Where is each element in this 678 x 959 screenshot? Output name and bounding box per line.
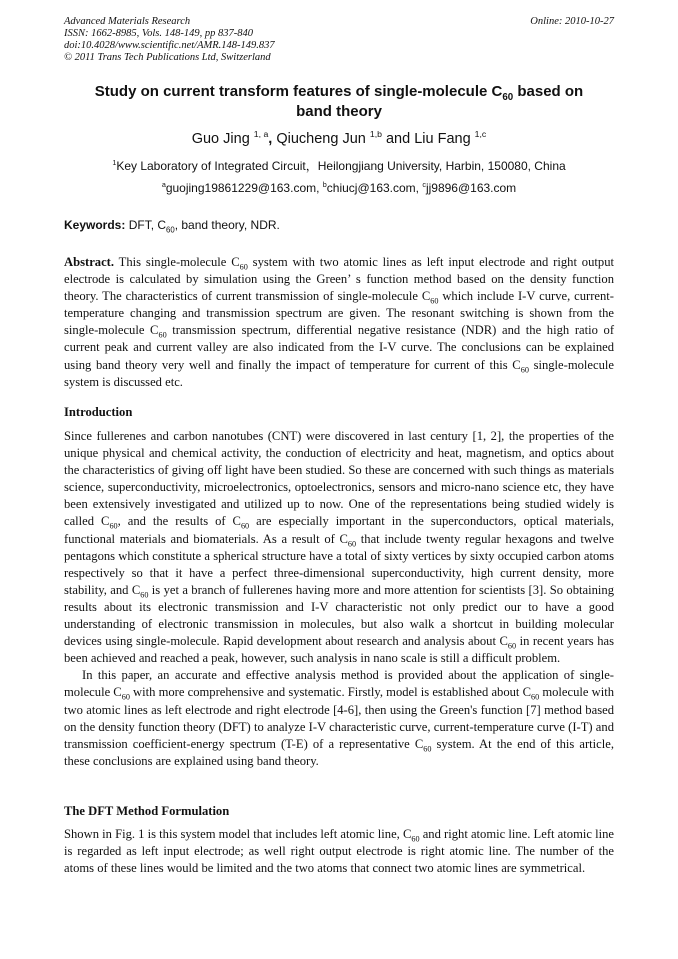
affiliation: $^1$Key Laboratory of Integrated Circuit，Heilongjiang University, Harbin, 150080, China [112, 158, 566, 173]
author-list: Guo Jing $^{1, a}$, Qiucheng Jun $^{1,b}$ and Liu Fang $^{1,c}$ [191, 129, 487, 147]
section-heading-introduction: Introduction [64, 405, 133, 419]
journal-copyright: © 2011 Trans Tech Publications Ltd, Switzerland [64, 52, 271, 63]
journal-name: Advanced Materials Research [64, 16, 191, 27]
introduction-body [64, 428, 614, 770]
online-date: Online: 2010-10-27 [530, 16, 614, 27]
abstract: Abstract. This single-molecule $C_{60}$ system with two atomic lines as left input electrode and right output electrode is calculated by simulation using the Green’ s function method based on the density function theory. The characteristics of current transmission of single-molecule $C_{60}$ which include I-V curve, current-temperature changing and transmission spectrum are given. The resonant switching is shown from the single-molecule $C_{60}$ transmission spectrum, differential negative resistance (NDR) and the high ratio of current peak and current valley are also indicated from the I-V curve. The conclusions can be explained using band theory very well and finally the impact of temperature for current of this $C_{60}$ single-molecule system is discussed etc. [64, 255, 615, 389]
journal-doi: doi:10.4028/www.scientific.net/AMR.148-149.837 [64, 40, 275, 51]
author-emails: $^a$guojing19861229@163.com, $^b$chiucj@163.com, $^c$jj9896@163.com [161, 180, 517, 195]
email-link: jj9896@163.com [425, 181, 517, 195]
keywords: Keywords: DFT, $C_{60}$, band theory, NDR. [64, 218, 280, 235]
email-link: chiucj@163.com, [326, 181, 423, 195]
paper-title: Study on current transform features of single-molecule $C_{60}$ based on band theory [94, 83, 584, 120]
author-name: Liu Fang [414, 131, 475, 147]
paragraph: Since fullerenes and carbon nanotubes (CNT) were discovered in last century [1, 2], the properties of the unique physical and chemical activity, the conduction of electricity and heat, magnetism, and optics about the characteristics of giving off light have been studied. So these are concerned with such things as materials science, superconductivity, microelectronics, optoelectronics, sensors and micro-nano science etc, they have been extensively investigated and utilized up to now. One of the representations being studied widely is called $C_{60}$, and the results of $C_{60}$ are especially important in the superconductors, optical materials, functional materials and biomaterials. As a result of $C_{60}$ that include twenty regular hexagons and twelve pentagons which constitute a spherical structure have a total of sixty vertices by sixty occupied carbon atoms respectively so that it have a perfect three-dimensional superconductivity, high current density, more stability, and $C_{60}$ is yet a branch of fullerenes having more and more attention for scientists [3]. So obtaining results about its electronic transmission and I-V characteristic not only predict our to have a good understanding of electronic transmission in molecules, but also walk a shortcut in building molecular devices using single-molecule. Rapid development about research and analysis about $C_{60}$ in recent years has been achieved and reached a peak, however, such analysis in nano scale is still a difficult problem. [64, 429, 615, 666]
section-heading-dft: The DFT Method Formulation [64, 804, 230, 818]
journal-header [64, 16, 275, 64]
journal-issn: ISSN: 1662-8985, Vols. 148-149, pp 837-840 [64, 28, 253, 39]
keywords-label: Keywords: [64, 218, 126, 232]
author-name: Guo Jing [191, 131, 254, 147]
abstract-label: Abstract. [64, 255, 115, 269]
author-name: Qiucheng Jun [276, 131, 370, 147]
paragraph: In this paper, an accurate and effective analysis method is provided about the application of single-molecule $C_{60}$ with more comprehensive and systematic. Firstly, model is established about $C_{60}$ molecule with two atomic lines as left electrode and right electrode [4-6], then using the Green's function [7] method based on the density function theory (DFT) to analyze I-V characteristic curve, current-temperature curve (I-T) and transmission coefficient-energy spectrum (T-E) of a representative $C_{60}$ system. At the end of this article, these conclusions are explained using band theory. [64, 668, 615, 768]
paragraph: Shown in Fig. 1 is this system model that includes left atomic line, $C_{60}$ and right atomic line. Left atomic line is regarded as left input electrode; as well right output electrode is right atomic line. The number of the atoms of these lines would be limited and the two atoms that connect two atomic lines are symmetrical. [64, 827, 614, 876]
email-link: guojing19861229@163.com, [165, 181, 323, 195]
dft-body [64, 826, 614, 877]
